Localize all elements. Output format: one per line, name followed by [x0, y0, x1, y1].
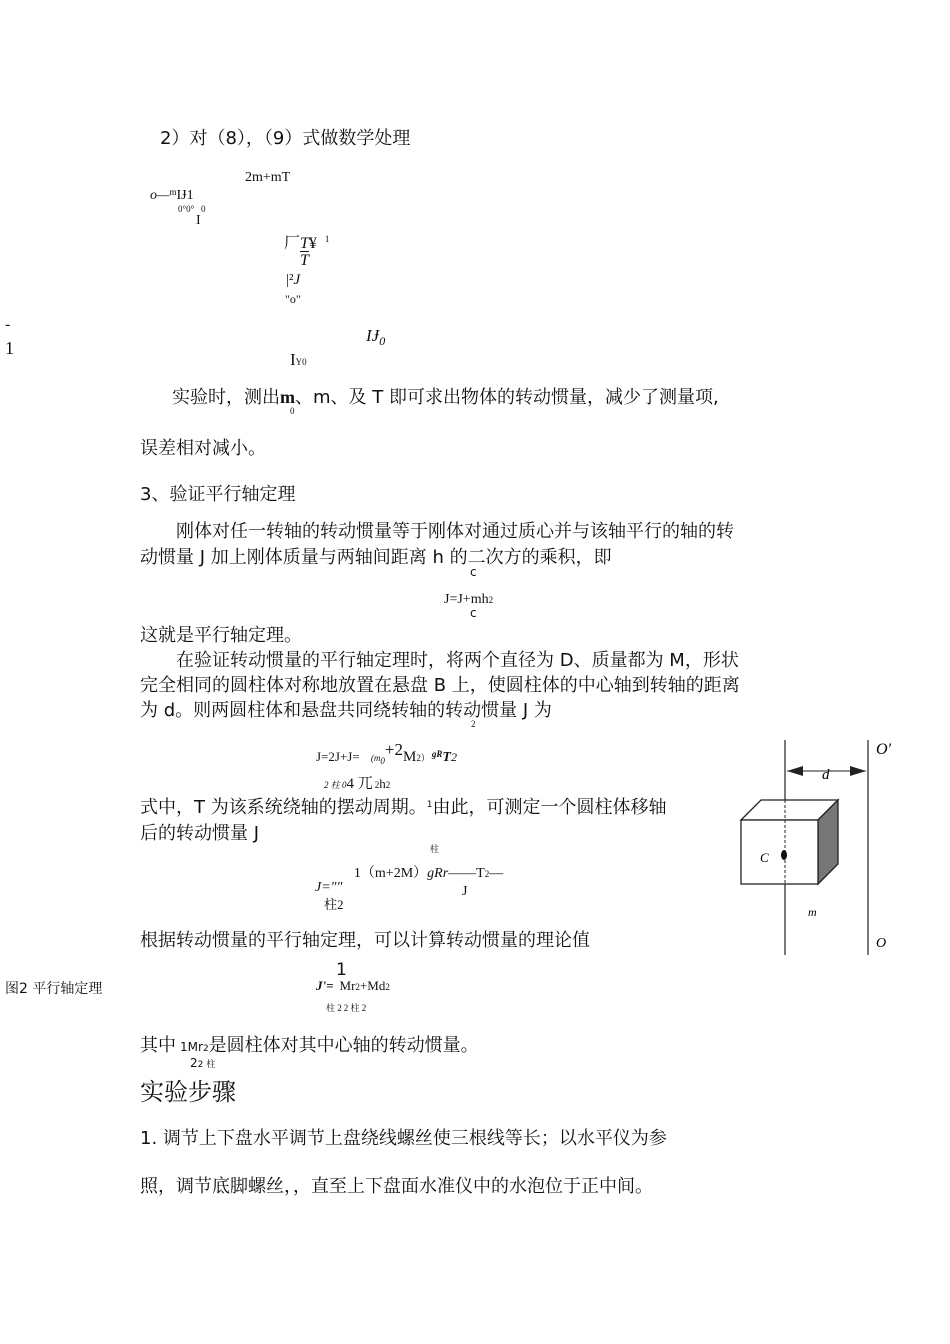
para5-line2: 后的转动惯量 J	[140, 823, 260, 844]
eq2-gR: gR	[431, 749, 443, 759]
eq2-T: T	[442, 750, 451, 765]
formula-a-I: I	[196, 213, 201, 228]
eq4-one: 1	[336, 960, 347, 980]
eq2-h-sub: 2	[385, 780, 391, 790]
formula-b-o: "o"	[285, 292, 301, 306]
eq2-m-sub: 0	[380, 756, 385, 766]
label-d: d	[822, 767, 830, 783]
formula-c-I: IɈ	[366, 326, 380, 345]
para5-sup: 1	[426, 800, 433, 810]
formula-a-sub0: 0	[201, 204, 206, 214]
eq1-sup: 2	[488, 595, 494, 605]
para4-line1: 在验证转动惯量的平行轴定理时，将两个直径为 D、质量都为 M，形状	[176, 650, 739, 671]
formula-d-I: I	[290, 350, 296, 369]
eq2-left: J=2J+J=	[316, 749, 360, 764]
eq4-plus: +Md	[359, 978, 386, 993]
eq3-dash-sub: 2	[484, 869, 490, 879]
para4-line3: 为 d。则两圆柱体和悬盘共同绕转轴的转动惯量 J 为	[140, 700, 552, 721]
eq3-gRr: gRr	[427, 866, 449, 881]
eq2-top-2: 2	[471, 719, 476, 729]
eq2-4pi: 4 兀	[346, 776, 373, 792]
formula-b-yen: ¥	[308, 235, 317, 252]
arrow-right-icon	[850, 766, 866, 776]
eq2-paren-open: (	[370, 753, 374, 763]
formula-top-fraction: 2m+mT	[245, 170, 291, 185]
para7-b: 是圆柱体对其中心轴的转动惯量。	[208, 1035, 479, 1056]
para2-line2: 动惯量 J 加上刚体质量与两轴间距离 h 的二次方的乘积，即	[140, 547, 612, 568]
eq2-T-sub: 2	[450, 750, 457, 764]
formula-a-one: 1	[186, 188, 194, 203]
label-o-prime: O'	[876, 741, 891, 758]
formula-a-prefix: o—	[150, 188, 170, 203]
steps-heading: 实验步骤	[140, 1078, 236, 1106]
eq2-M: M	[403, 749, 417, 765]
para1-line2: 误差相对减小。	[140, 438, 266, 459]
eq3-left: J=""	[315, 880, 343, 895]
center-of-mass-dot	[781, 850, 787, 860]
para1-sub: 0	[290, 406, 295, 416]
eq3-dash-end: —	[489, 866, 504, 881]
margin-dash: -	[5, 316, 11, 333]
eq3-dash: ——T	[448, 866, 485, 881]
formula-b-paren: J	[293, 272, 301, 288]
para6: 根据转动惯量的平行轴定理，可以计算转动惯量的理论值	[140, 930, 590, 951]
para7-Mr: Mr	[187, 1040, 203, 1054]
eq2-bottom-left: 2 柱 0	[324, 780, 347, 790]
arrow-left-icon	[787, 766, 803, 776]
eq3-J: J	[462, 884, 468, 899]
eq4-bottom-b: 2 柱 2	[343, 1003, 367, 1013]
formula-b-T: T	[300, 235, 309, 252]
para1-m: m	[280, 387, 295, 407]
eq2-m: m	[373, 753, 381, 763]
para2-sub-c: c	[470, 565, 477, 579]
eq3-zhu: 柱	[430, 845, 440, 855]
section-3-title: 3、验证平行轴定理	[140, 484, 296, 505]
para7-bottom-2: 2	[190, 1056, 198, 1070]
para1-line1-a: 实验时，测出	[172, 387, 280, 408]
formula-d-sub: Y0	[295, 357, 307, 367]
eq4-left: J'=	[316, 978, 334, 993]
eq4-bottom-a: 柱 2	[326, 1003, 342, 1013]
para2-line1: 刚体对任一转轴的转动惯量等于刚体对通过质心并与该轴平行的轴的转	[176, 521, 734, 542]
formula-c-sub: 0	[379, 334, 386, 348]
formula-a-cursive: Ɉ	[181, 188, 187, 203]
para7-one: 1	[180, 1040, 188, 1054]
para5-line1-b: 由此，可测定一个圆柱体移轴	[432, 797, 667, 818]
eq2-h: h	[379, 776, 386, 791]
label-o: O	[876, 936, 887, 951]
para7-bottom-zhu: 2 柱	[197, 1060, 216, 1070]
para7-sup: 2	[202, 1044, 209, 1054]
eq1-main: J=J+mh	[444, 592, 489, 607]
figure-caption: 图2 平行轴定理	[5, 981, 103, 997]
eq2-plus: +2	[384, 740, 404, 759]
step1-line2: 照，调节底脚螺丝，，直至上下盘面水准仪中的水泡位于正中间。	[140, 1176, 653, 1197]
formula-a-main: I	[176, 188, 182, 203]
eq4-right: Mr	[339, 978, 356, 993]
para7-a: 其中	[140, 1035, 176, 1056]
eq3-bottom-left: 柱2	[324, 897, 344, 912]
para4-line2: 完全相同的圆柱体对称地放置在悬盘 B 上，使圆柱体的中心轴到转轴的距离	[140, 675, 740, 696]
formula-b-bar: |²	[286, 272, 294, 288]
eq2-paren-close: 2）	[416, 753, 430, 763]
formula-a-sub: 0°0°	[178, 204, 195, 214]
para3: 这就是平行轴定理。	[140, 625, 302, 646]
formula-b-factory: 厂	[284, 235, 301, 252]
formula-a-sup: m	[169, 187, 177, 197]
cube-front-face	[741, 820, 818, 884]
eq1-sub-c: c	[470, 606, 477, 620]
para1-line1-b: 、m、及 T 即可求出物体的转动惯量，减少了测量项,	[295, 387, 719, 408]
step1-line1: 1. 调节上下盘水平调节上盘绕线螺丝使三根线等长；以水平仪为参	[140, 1128, 667, 1149]
eq2-2h: 2	[374, 780, 380, 790]
label-m: m	[808, 905, 817, 919]
eq3-mid: 1（m+2M）	[353, 866, 428, 881]
eq4-r-sub: 2	[355, 982, 360, 992]
eq4-d-sub: 2	[385, 982, 390, 992]
para5-line1-a: 式中，T 为该系统绕轴的摆动周期。	[140, 797, 427, 818]
section-2-title: 2）对（8），（9）式做数学处理	[160, 128, 411, 149]
label-c: C	[760, 850, 769, 865]
margin-one: 1	[5, 338, 14, 358]
formula-b-sup: 1	[324, 234, 330, 244]
formula-b-over: $\overline{T}$	[300, 252, 309, 269]
